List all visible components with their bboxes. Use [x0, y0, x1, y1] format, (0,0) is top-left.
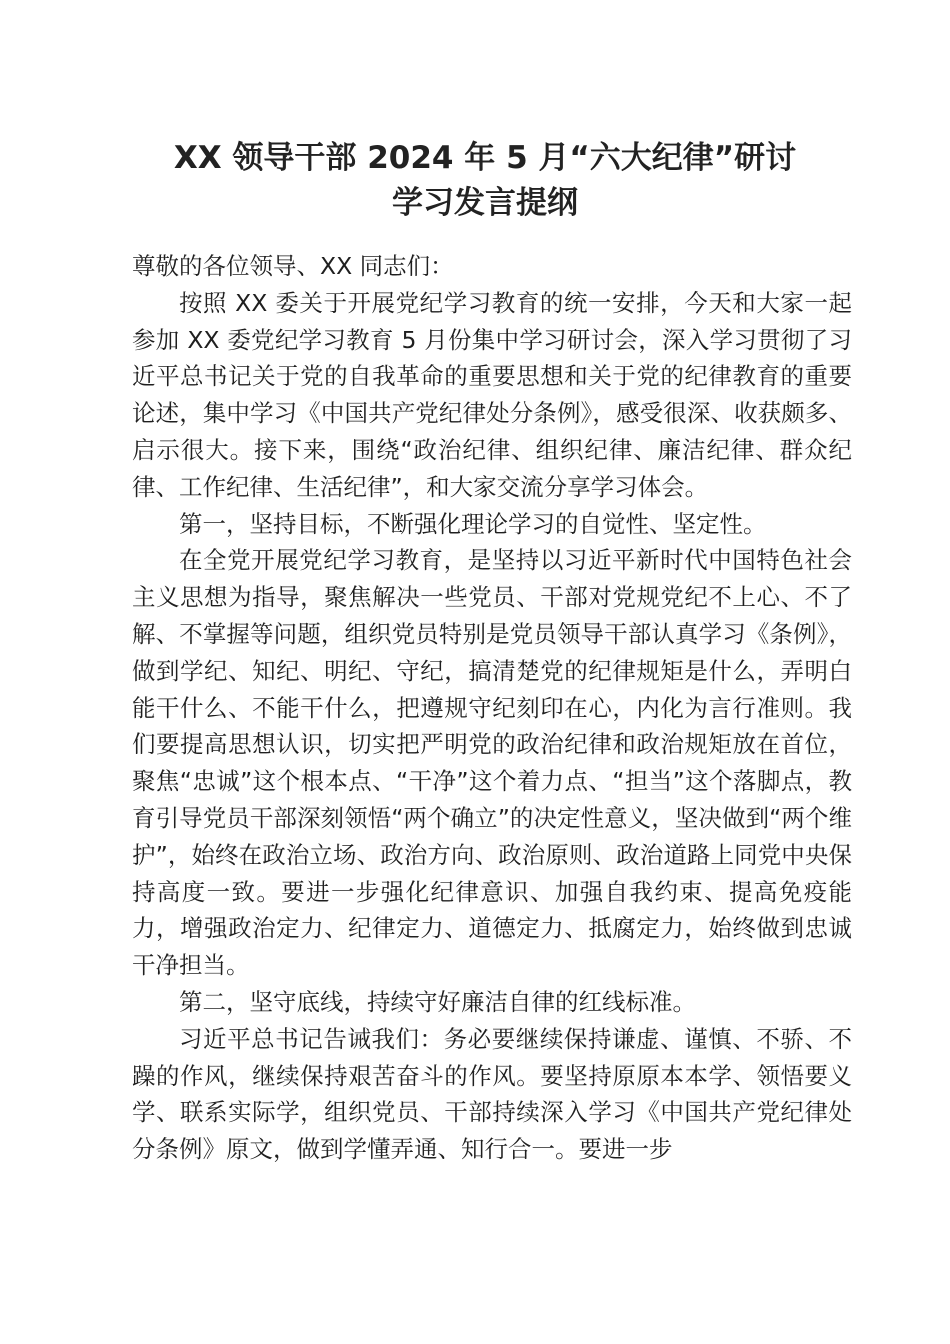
- document-body: [132, 248, 852, 1168]
- document-title: [120, 136, 850, 226]
- paragraph-intro: 按照 XX 委关于开展党纪学习教育的统一安排，今天和大家一起参加 XX 委党纪学习教育 5 月份集中学习研讨会，深入学习贯彻了习近平总书记关于党的自我革命的重要思想和关于党的纪律教育的重要论述，集中学习《中国共产党纪律处分条例》，感受很深、收获颇多、启示很大。接下来，围绕“政治纪律、组织纪律、廉洁纪律、群众纪律、工作纪律、生活纪律”，和大家交流分享学习体会。: [132, 288, 852, 501]
- paragraph-section-2: 习近平总书记告诫我们：务必要继续保持谦虚、谨慎、不骄、不躁的作风，继续保持艰苦奋斗的作风。要坚持原原本本学、领悟要义学、联系实际学，组织党员、干部持续深入学习《中国共产党纪律处分条例》原文，做到学懂弄通、知行合一。要进一步: [132, 1024, 852, 1164]
- title-line-1: XX 领导干部 2024 年 5 月“六大纪律”研讨: [173, 140, 797, 176]
- section-heading-1: 第一，坚持目标，不断强化理论学习的自觉性、坚定性。: [179, 509, 767, 538]
- section-heading-2: 第二，坚守底线，持续守好廉洁自律的红线标准。: [179, 987, 696, 1016]
- salutation: 尊敬的各位领导、XX 同志们：: [132, 252, 454, 280]
- title-line-2: 学习发言提纲: [392, 185, 578, 221]
- paragraph-section-1: 在全党开展党纪学习教育，是坚持以习近平新时代中国特色社会主义思想为指导，聚焦解决一些党员、干部对党规党纪不上心、不了解、不掌握等问题，组织党员特别是党员领导干部认真学习《条例》，做到学纪、知纪、明纪、守纪，搞清楚党的纪律规矩是什么，弄明白能干什么、不能干什么，把遵规守纪刻印在心，内化为言行准则。我们要提高思想认识，切实把严明党的政治纪律和政治规矩放在首位，聚焦“忠诚”这个根本点、“干净”这个着力点、“担当”这个落脚点，教育引导党员干部深刻领悟“两个确立”的决定性意义，坚决做到“两个维护”，始终在政治立场、政治方向、政治原则、政治道路上同党中央保持高度一致。要进一步强化纪律意识、加强自我约束、提高免疫能力，增强政治定力、纪律定力、道德定力、抵腐定力，始终做到忠诚干净担当。: [132, 546, 852, 980]
